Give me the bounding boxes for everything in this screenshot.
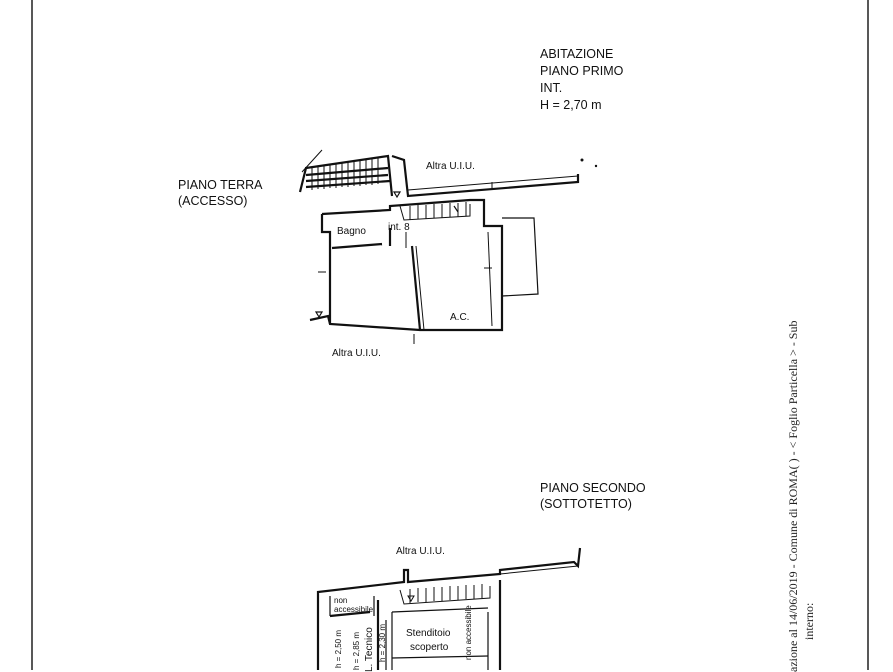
non-accessible-label: non accessibile	[334, 596, 374, 614]
stenditoio-line2: scoperto	[410, 642, 448, 653]
locale-tecnico-label: L. Tecnico	[364, 627, 375, 672]
room-label-bagno: Bagno	[337, 226, 366, 237]
first-floor-title-line3: INT.	[540, 80, 562, 96]
height-230-label: h = 2,30 m	[378, 624, 387, 662]
first-floor-title-line1: ABITAZIONE	[540, 46, 613, 62]
second-floor-label-line1: PIANO SECONDO	[540, 480, 646, 496]
other-unit-label-second: Altra U.I.U.	[396, 546, 445, 557]
first-floor-title-line2: PIANO PRIMO	[540, 63, 623, 79]
page-frame	[32, 0, 868, 670]
ac-label: A.C.	[450, 312, 469, 323]
stenditoio-line1: Stenditoio	[406, 628, 450, 639]
height-285-label: h = 2,85 m	[352, 632, 361, 670]
first-floor-height: H = 2,70 m	[540, 97, 602, 113]
ground-floor-plan	[300, 150, 597, 344]
ground-floor-label-line2: (ACCESSO)	[178, 193, 247, 209]
cadastral-strip-line2: interno:	[802, 603, 817, 640]
second-floor-label-line2: (SOTTOTETTO)	[540, 496, 632, 512]
interior-number: int. 8	[388, 222, 410, 233]
ground-floor-label-line1: PIANO TERRA	[178, 177, 263, 193]
other-unit-label-bottom: Altra U.I.U.	[332, 348, 381, 359]
height-250-label: h = 2,50 m	[334, 630, 343, 668]
non-accessible-right-label: non accessibile	[464, 620, 473, 660]
other-unit-label-top: Altra U.I.U.	[426, 161, 475, 172]
cadastral-strip-line1: azione al 14/06/2019 - Comune di ROMA( ) - < Foglio Particella > - Sub	[786, 321, 801, 672]
